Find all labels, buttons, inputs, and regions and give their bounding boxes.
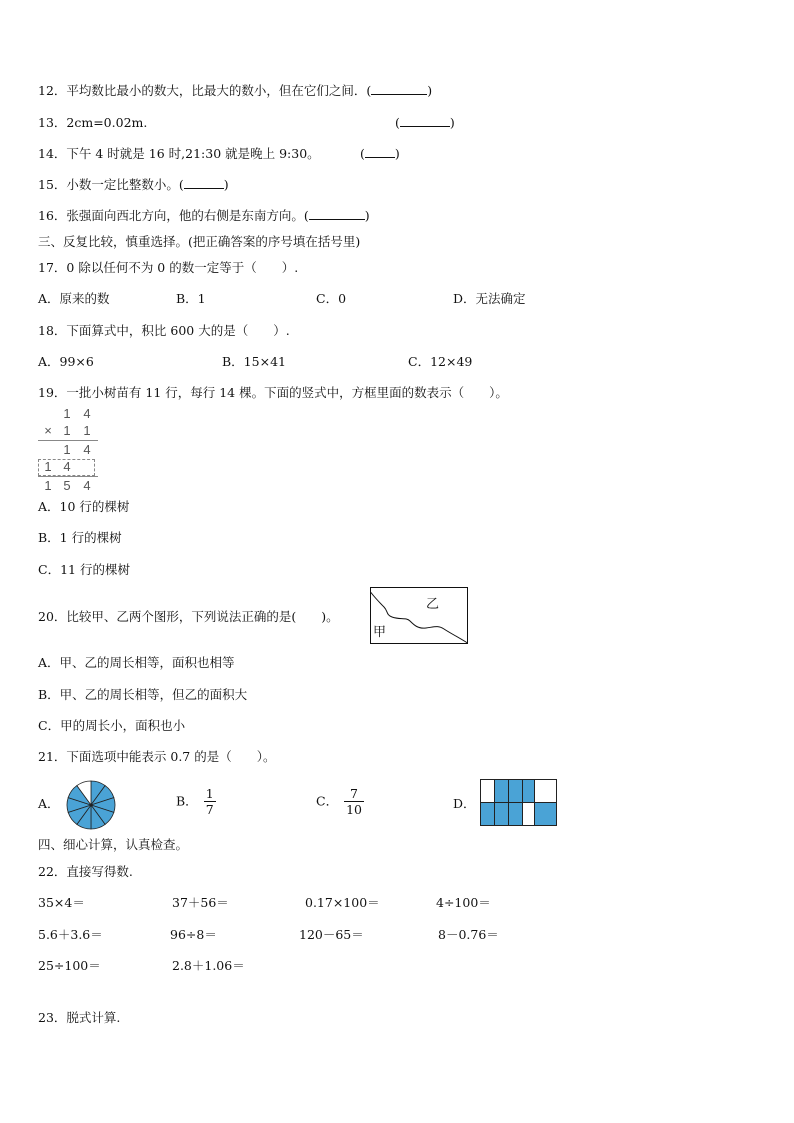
fraction-one-seventh: $\frac{1}{7}$ bbox=[205, 786, 214, 817]
answer-blank[interactable] bbox=[371, 83, 427, 95]
question-19: 19．一批小树苗有 11 行，每行 14 棵。下面的竖式中，方框里面的数表示（ ）。 bbox=[38, 385, 508, 400]
option-a[interactable]: A．99×6 bbox=[38, 354, 94, 369]
grid-cell bbox=[495, 803, 509, 826]
calc-item: 120－65＝ bbox=[299, 927, 364, 942]
question-13 bbox=[38, 115, 147, 131]
option-b[interactable]: B． $\frac{1}{7}$ bbox=[176, 786, 214, 817]
calc-item: 25÷100＝ bbox=[38, 958, 101, 973]
question-15-text: 15．小数一定比整数小。( bbox=[38, 177, 184, 192]
question-21: 21．下面选项中能表示 0.7 的是（ ）。 bbox=[38, 749, 276, 764]
question-20: 20．比较甲、乙两个图形，下列说法正确的是( )。 bbox=[38, 609, 339, 624]
question-23: 23．脱式计算. bbox=[38, 1010, 121, 1025]
calc-item: 37＋56＝ bbox=[172, 895, 229, 910]
option-b[interactable]: B．1 行的棵树 bbox=[38, 530, 122, 545]
question-14 bbox=[38, 146, 320, 162]
grid-cell bbox=[509, 803, 523, 826]
calc-item: 2.8＋1.06＝ bbox=[172, 958, 245, 973]
option-b[interactable]: B．1 bbox=[176, 291, 206, 306]
calc-item: 0.17×100＝ bbox=[305, 895, 380, 910]
question-15: 15．小数一定比整数小。( ) bbox=[38, 177, 229, 192]
calc-item: 5.6＋3.6＝ bbox=[38, 927, 103, 942]
question-12-text: 12．平均数比最小的数大，比最大的数小，但在它们之间．( bbox=[38, 83, 372, 98]
grid-cell bbox=[495, 780, 509, 803]
section-4-heading: 四、细心计算，认真检查。 bbox=[38, 837, 189, 852]
calc-item: 8－0.76＝ bbox=[438, 927, 499, 942]
pie-circle-icon bbox=[65, 779, 117, 831]
option-d[interactable]: D． bbox=[453, 796, 476, 811]
question-22: 22．直接写得数. bbox=[38, 864, 133, 879]
option-a[interactable]: A．甲、乙的周长相等，面积也相等 bbox=[38, 655, 235, 670]
label-jia: 甲 bbox=[373, 625, 387, 640]
label-yi: 乙 bbox=[426, 597, 440, 612]
option-c[interactable]: C．12×49 bbox=[408, 354, 473, 369]
grid-cell bbox=[523, 780, 535, 803]
option-d[interactable]: D．无法确定 bbox=[453, 291, 526, 306]
question-13-answer: ( ) bbox=[395, 115, 455, 130]
calc-item: 96÷8＝ bbox=[170, 927, 217, 942]
option-c[interactable]: C．11 行的棵树 bbox=[38, 562, 130, 577]
grid-cell bbox=[535, 780, 557, 803]
answer-blank[interactable] bbox=[184, 177, 224, 189]
option-a[interactable]: A．10 行的棵树 bbox=[38, 499, 130, 514]
option-a[interactable]: A． bbox=[38, 796, 60, 811]
question-16: 16．张强面向西北方向，他的右侧是东南方向。( ) bbox=[38, 208, 370, 223]
calc-item: 35×4＝ bbox=[38, 895, 85, 910]
grid-cell bbox=[481, 780, 495, 803]
question-14-answer: ( ) bbox=[360, 146, 400, 161]
answer-blank[interactable] bbox=[365, 146, 395, 158]
question-17: 17．0 除以任何不为 0 的数一定等于（ ）. bbox=[38, 260, 299, 275]
option-a[interactable]: A．原来的数 bbox=[38, 291, 110, 306]
question-18: 18．下面算式中，积比 600 大的是（ ）. bbox=[38, 323, 290, 338]
answer-blank[interactable] bbox=[309, 208, 365, 220]
question-13-text: 13．2cm=0.02m. bbox=[38, 115, 148, 130]
calc-rule bbox=[38, 440, 98, 441]
answer-blank[interactable] bbox=[400, 115, 450, 127]
jia-yi-figure bbox=[370, 587, 469, 645]
option-c[interactable]: C．0 bbox=[316, 291, 347, 306]
option-c[interactable]: C． $\frac{7}{10}$ bbox=[316, 786, 362, 817]
grid-rectangle-icon bbox=[480, 779, 558, 827]
vertical-multiplication: 1 4 × 1 1 1 4 1 4 1 5 4 bbox=[38, 406, 100, 494]
option-b[interactable]: B．15×41 bbox=[222, 354, 286, 369]
grid-cell bbox=[481, 803, 495, 826]
grid-cell bbox=[523, 803, 535, 826]
calc-item: 4÷100＝ bbox=[436, 895, 491, 910]
option-b[interactable]: B．甲、乙的周长相等，但乙的面积大 bbox=[38, 687, 248, 702]
question-16-text: 16．张强面向西北方向，他的右侧是东南方向。( bbox=[38, 208, 309, 223]
option-c[interactable]: C．甲的周长小，面积也小 bbox=[38, 718, 186, 733]
section-3-heading: 三、反复比较，慎重选择。(把正确答案的序号填在括号里) bbox=[38, 234, 361, 249]
grid-cell bbox=[535, 803, 557, 826]
question-12: 12．平均数比最小的数大，比最大的数小，但在它们之间．( ) bbox=[38, 83, 433, 98]
calc-rule bbox=[38, 476, 98, 477]
question-14-text: 14．下午 4 时就是 16 时,21:30 就是晚上 9:30。 bbox=[38, 146, 320, 161]
grid-cell bbox=[509, 780, 523, 803]
fraction-seven-tenths: $\frac{7}{10}$ bbox=[346, 786, 362, 817]
